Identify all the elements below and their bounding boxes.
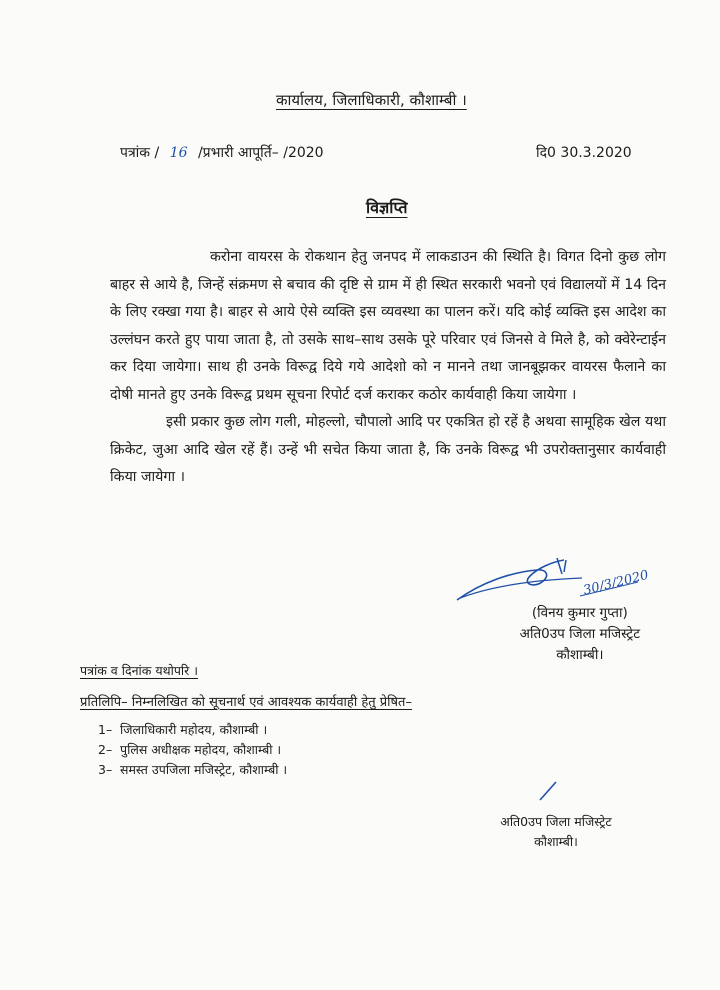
ref-prefix: पत्रांक / (120, 145, 160, 161)
second-signatory-block (486, 812, 626, 852)
body-paragraph-1: करोना वायरस के रोकथान हेतु जनपद में लाकडाउन की स्थिति है। विगत दिनो कुछ लोग बाहर से आये है, जिन्हें संक्रमण से बचाव की दृष्टि से ग्राम में ही स्थित सरकारी भवनो एवं विद्यालयों में 14 दिन के लिए रक्खा गया है। बाहर से आये ऐसे व्यक्ति इस व्यवस्था का पालन करें। यदि कोई व्यक्ति इस आदेश का उल्लंघन करते हुए पाया जाता है, तो उसके साथ–साथ उसके पूरे परिवार एवं जिनसे वे मिले है, को क्वेरेन्टाईन कर दिया जायेगा। साथ ही उनके विरूद्व दिये गये आदेशो को न मानने तथा जानबूझकर वायरस फैलाने का दोषी मानते हुए उनके विरूद्व प्रथम सूचना रिपोर्ट दर्ज कराकर कठोर कार्यवाही किया जायेगा । (110, 249, 666, 403)
list-item: 3– समस्त उपजिला मजिस्ट्रेट, कौशाम्बी । (98, 762, 288, 777)
copy-heading: प्रतिलिपि– निम्नलिखित को सूचनार्थ एवं आवश्यक कार्यवाही हेतु प्रेषित– (80, 695, 412, 710)
letter-date: दि0 30.3.2020 (536, 145, 632, 161)
copy-reference-line: पत्रांक व दिनांक यथोपरि । (80, 663, 198, 678)
second-signatory-designation: अति0उप जिला मजिस्ट्रेट (500, 814, 612, 829)
signature-date: 30/3/2020 (581, 567, 651, 599)
list-item: 2– पुलिस अधीक्षक महोदय, कौशाम्बी । (98, 742, 282, 757)
notice-body (110, 244, 666, 492)
recipient-list (98, 720, 287, 780)
second-signatory-place: कौशाम्बी। (534, 834, 578, 849)
signatory-place: कौशाम्बी। (556, 647, 604, 663)
notice-title: विज्ञप्ति (366, 198, 408, 217)
handwritten-ref-number: 16 (169, 145, 188, 161)
handwritten-tick-mark (536, 778, 560, 804)
ref-suffix: /प्रभारी आपूर्ति– /2020 (197, 145, 324, 161)
signatory-block (520, 603, 640, 666)
body-paragraph-2: इसी प्रकार कुछ लोग गली, मोहल्लो, चौपालो आदि पर एकत्रित हो रहें है अथवा सामूहिक खेल यथा क्रिकेट, जुआ आदि खेल रहें हैं। उन्हें भी सचेत किया जाता है, कि उनके विरूद्व भी उपरोक्तानुसार कार्यवाही किया जायेगा । (110, 414, 666, 485)
list-item: 1– जिलाधिकारी महोदय, कौशाम्बी । (98, 722, 268, 737)
reference-line (120, 143, 324, 162)
signatory-name: (विनय कुमार गुप्ता) (531, 605, 628, 621)
signatory-designation: अति0उप जिला मजिस्ट्रेट (519, 626, 640, 642)
office-heading: कार्यालय, जिलाधिकारी, कौशाम्बी । (276, 91, 467, 109)
